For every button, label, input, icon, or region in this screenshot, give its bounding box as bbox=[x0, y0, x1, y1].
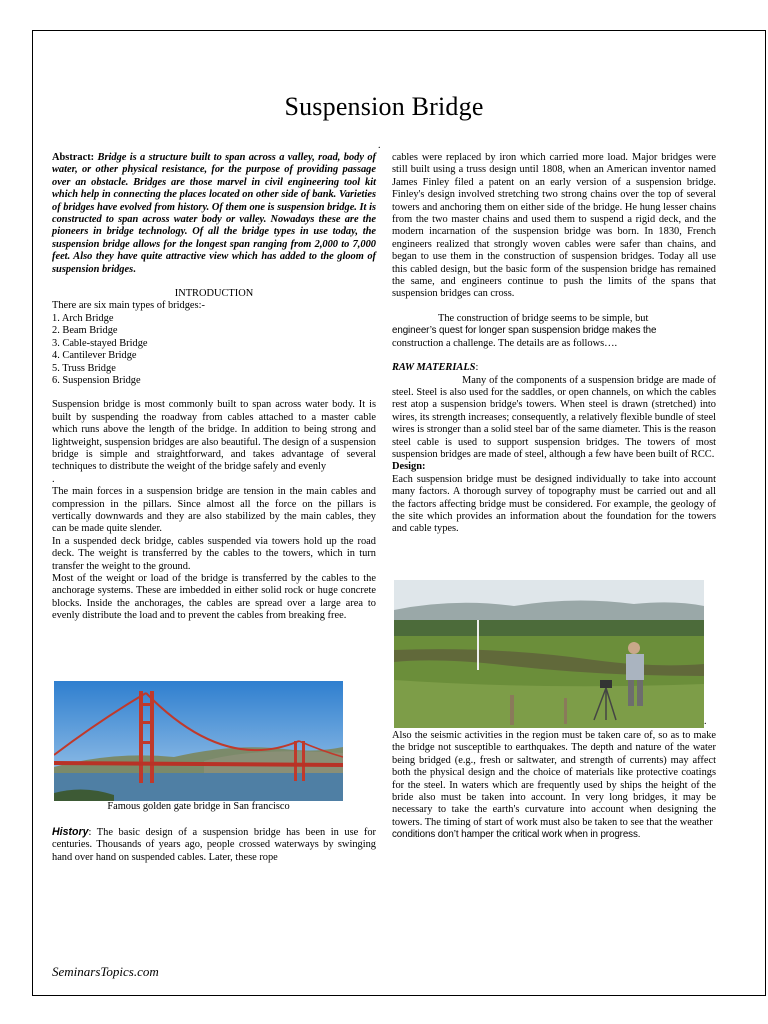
abstract-label: Abstract: bbox=[52, 152, 95, 163]
left-column bbox=[52, 152, 376, 623]
history-section bbox=[52, 826, 376, 864]
paragraph: cables were replaced by iron which carried more load. Major bridges were still built using a truss design until 1808, when an American inventor named James Finley filed a patent on an early version of a suspension bridge. Finley's design involved stretching two strong chains over the top of several towers and anchoring them on either side of the bridge. He hung lesser chains from the two master chains and used them to suspend a rigid deck, and the modern incarnation of the suspension bridge was born. In 1830, French engineers realized that strongly woven cables were safer than chains, and began to use them in the construction of suspension bridges. Today all use this cabled design, but the basic form of the suspension bridge has remained the same, and engineers continue to push the limits of the spans that suspension bridges can cross. bbox=[392, 152, 716, 300]
design-heading: Design: bbox=[392, 461, 426, 473]
seismic-sans: conditions don’t hamper the critical work when in progress. bbox=[392, 829, 641, 841]
paragraph: Suspension bridge is most commonly built to span across water body. It is built by suspending the roadway from cables attached to a master cable which runs above the length of the bridge. In addition to being strong and lightweight, suspension bridges are also beautiful. The design of a suspension bridge is simple and straightforward, and takes advantage of several techniques to distribute the weight of the bridge safely and evenly bbox=[52, 399, 376, 473]
history-text: : The basic design of a suspension bridge has been in use for centuries. Thousands of years ago, people crossed waterways by swinging hand over hand on suspended cables. Later, these rope bbox=[52, 827, 376, 863]
golden-gate-bridge-image bbox=[54, 681, 343, 801]
bridge-type-list bbox=[52, 300, 376, 387]
center-dot: . bbox=[378, 140, 381, 151]
abstract-end: . bbox=[133, 263, 136, 275]
list-item: 4. Cantilever Bridge bbox=[52, 350, 137, 362]
abstract bbox=[52, 152, 376, 276]
intro-lead: There are six main types of bridges:- bbox=[52, 300, 205, 312]
paragraph-sans: engineer’s quest for longer span suspension bridge makes the bbox=[392, 325, 657, 337]
footer-site-name: SeminarsTopics.com bbox=[52, 964, 159, 979]
list-item: 6. Suspension Bridge bbox=[52, 374, 141, 386]
abstract-text: Bridge is a structure built to span across a valley, road, body of water, or other physical resistance, for the purpose of providing passage over an obstacle. Bridges are those marvel in civil engineering tool kit which help in connecting the places located on other side of bank. Varieties of bridges have evolved from history. Of them one is suspension bridge. It is constructed to span across water body or valley. Nowadays these are the pioneers in bridge technology. Of all the bridge types in use today, the suspension bridge allows for the longest span ranging from 2,000 to 7,000 feet. Also they have quite attractive view which has added to the gloom of suspension bridges bbox=[52, 152, 376, 275]
page-title: Suspension Bridge bbox=[284, 92, 484, 121]
raw-materials-text: Many of the components of a suspension bridge are made of steel. Steel is also used for the saddles, or open channels, on which the cables rest atop a suspension bridge's towers. When steel is drawn (stretched) into wires, its strength increases; consequently, a relatively flexible bundle of steel wires is stronger than a solid steel bar of the same diameter. This is the reason steel cable is used to support suspension bridges. The towers of most suspension bridges are made of steel, although a few have been built of RCC. bbox=[392, 374, 716, 460]
image-dot: . bbox=[704, 716, 707, 727]
paragraph-end: construction a challenge. The details are as follows…. bbox=[392, 337, 618, 349]
right-column bbox=[392, 152, 716, 536]
right-column-lower bbox=[392, 730, 716, 842]
seismic-text: Also the seismic activities in the region must be taken care of, so as to make the bridge not susceptible to earthquakes. The depth and nature of the water being bridged (e.g., fresh or saltwater, and strength of currents) may affect both the physical design and the choice of materials like protective coatings for the steel. In waters which are frequently used by ships the height of the bride also must be taken into account. In very long bridges, it may be necessary to take the earth's curvature into account when designing the towers. The timing of start of work must also be taken to see that the weather bbox=[392, 730, 716, 828]
intro-heading: INTRODUCTION bbox=[174, 288, 254, 300]
list-item: 2. Beam Bridge bbox=[52, 325, 118, 337]
raw-materials-colon: : bbox=[475, 362, 479, 374]
list-item: 3. Cable-stayed Bridge bbox=[52, 337, 148, 349]
paragraph: The main forces in a suspension bridge are tension in the main cables and compression in the pillars. Since almost all the force on the pillars is vertically downwards and they are also stabilized by the main cables, they can be made quite slender. bbox=[52, 486, 376, 535]
paragraph: In a suspended deck bridge, cables suspended via towers hold up the road deck. The weight is transferred by the cables to the towers, which in turn transfer the weight to the ground. bbox=[52, 535, 376, 572]
paragraph: Most of the weight or load of the bridge is transferred by the cables to the anchorage systems. These are imbedded in either solid rock or huge concrete blocks. Inside the anchorages, the cables are spread over a large area to evenly distribute the load and to prevent the cables from breaking free. bbox=[52, 573, 376, 622]
list-item: 1. Arch Bridge bbox=[52, 312, 114, 324]
raw-materials-heading: RAW MATERIALS bbox=[392, 362, 476, 374]
site-survey-image bbox=[394, 580, 704, 728]
paragraph-dot: . bbox=[52, 473, 55, 485]
history-label: History bbox=[52, 826, 89, 838]
paragraph-start: The construction of bridge seems to be simple, but bbox=[438, 312, 649, 324]
design-text: Each suspension bridge must be designed individually to take into account many factors. A thorough survey of topography must be carried out and all the factors affecting bridge must be considered. For example, the geology of the site which provides an information about the foundation for the towers and cable types. bbox=[392, 473, 716, 535]
image-caption: Famous golden gate bridge in San francisco bbox=[107, 801, 290, 812]
list-item: 5. Truss Bridge bbox=[52, 362, 116, 374]
